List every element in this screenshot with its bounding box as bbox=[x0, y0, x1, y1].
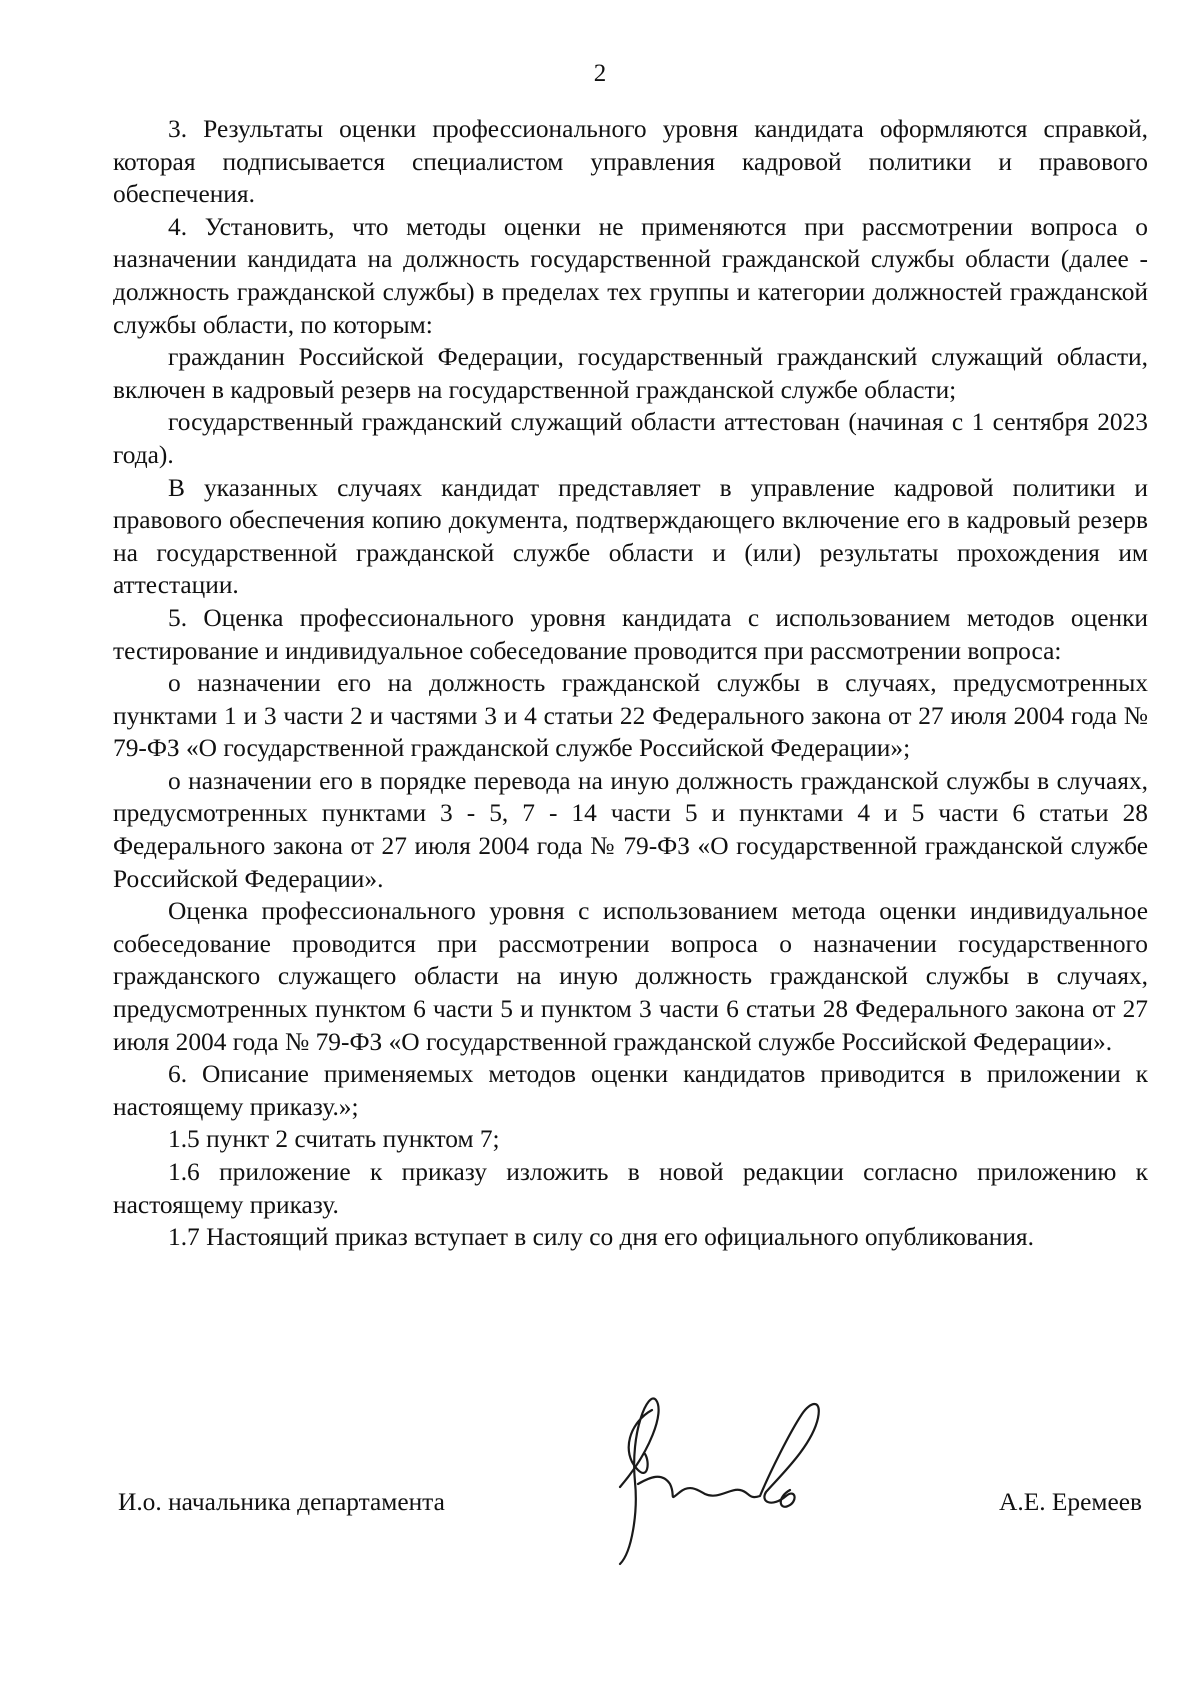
signatory-name: А.Е. Еремеев bbox=[999, 1488, 1142, 1516]
paragraph-4-documents: В указанных случаях кандидат представляет в управление кадровой политики и правового обеспечения копию документа, подтверждающего включение его в кадровый резерв на государственной гражданской службе области и (или) результаты прохождения им аттестации. bbox=[113, 473, 1148, 600]
paragraph-5-item-appointment: о назначении его на должность гражданской службы в случаях, предусмотренных пунктами 1 и 3 части 2 и частями 3 и 4 статьи 22 Федерального закона от 27 июля 2004 года № 79-ФЗ «О государственной гражданской службе Российской Федерации»; bbox=[113, 669, 1148, 763]
document-body bbox=[113, 113, 1148, 1254]
page-number: 2 bbox=[593, 60, 607, 87]
paragraph-4-item-attested: государственный гражданский служащий области аттестован (начиная с 1 сентября 2023 года). bbox=[113, 408, 1148, 469]
clause-1-5: 1.5 пункт 2 считать пунктом 7; bbox=[168, 1125, 500, 1154]
clause-1-6: 1.6 приложение к приказу изложить в новой редакции согласно приложению к настоящему приказу. bbox=[113, 1158, 1148, 1219]
paragraph-3-assessment-results: 3. Результаты оценки профессионального уровня кандидата оформляются справкой, которая подписывается специалистом управления кадровой политики и правового обеспечения. bbox=[113, 115, 1148, 209]
signatory-position: И.о. начальника департамента bbox=[118, 1488, 445, 1516]
paragraph-4-item-reserve: гражданин Российской Федерации, государственный гражданский служащий области, включен в кадровый резерв на государственной гражданской службе области; bbox=[113, 343, 1148, 404]
signature-block bbox=[0, 1400, 1200, 1600]
paragraph-5-testing-interview: 5. Оценка профессионального уровня кандидата с использованием методов оценки тестирование и индивидуальное собеседование проводится при рассмотрении вопроса: bbox=[113, 603, 1148, 665]
paragraph-6-methods-description: 6. Описание применяемых методов оценки кандидатов приводится в приложении к настоящему приказу.»; bbox=[113, 1060, 1148, 1121]
paragraph-4-exceptions: 4. Установить, что методы оценки не применяются при рассмотрении вопроса о назначении кандидата на должность государственной гражданской службы области (далее - должность гражданской службы) в пределах тех группы и категории должностей гражданской службы области, по которым: bbox=[113, 212, 1148, 339]
paragraph-5-item-transfer: о назначении его в порядке перевода на иную должность гражданской службы в случаях, предусмотренных пунктами 3 - 5, 7 - 14 части 5 и пунктами 4 и 5 части 6 статьи 28 Федерального закона от 27 июля 2004 года № 79-ФЗ «О государственной гражданской службе Российской Федерации». bbox=[113, 766, 1148, 893]
paragraph-5-interview-only: Оценка профессионального уровня с использованием метода оценки индивидуальное собеседование проводится при рассмотрении вопроса о назначении государственного гражданского служащего области на иную должность гражданской службы в случаях, предусмотренных пунктом 6 части 5 и пунктом 3 части 6 статьи 28 Федерального закона от 27 июля 2004 года № 79-ФЗ «О государственной гражданской службе Российской Федерации». bbox=[113, 897, 1148, 1056]
handwritten-signature-icon bbox=[590, 1392, 850, 1572]
clause-1-7: 1.7 Настоящий приказ вступает в силу со дня его официального опубликования. bbox=[168, 1223, 1034, 1252]
